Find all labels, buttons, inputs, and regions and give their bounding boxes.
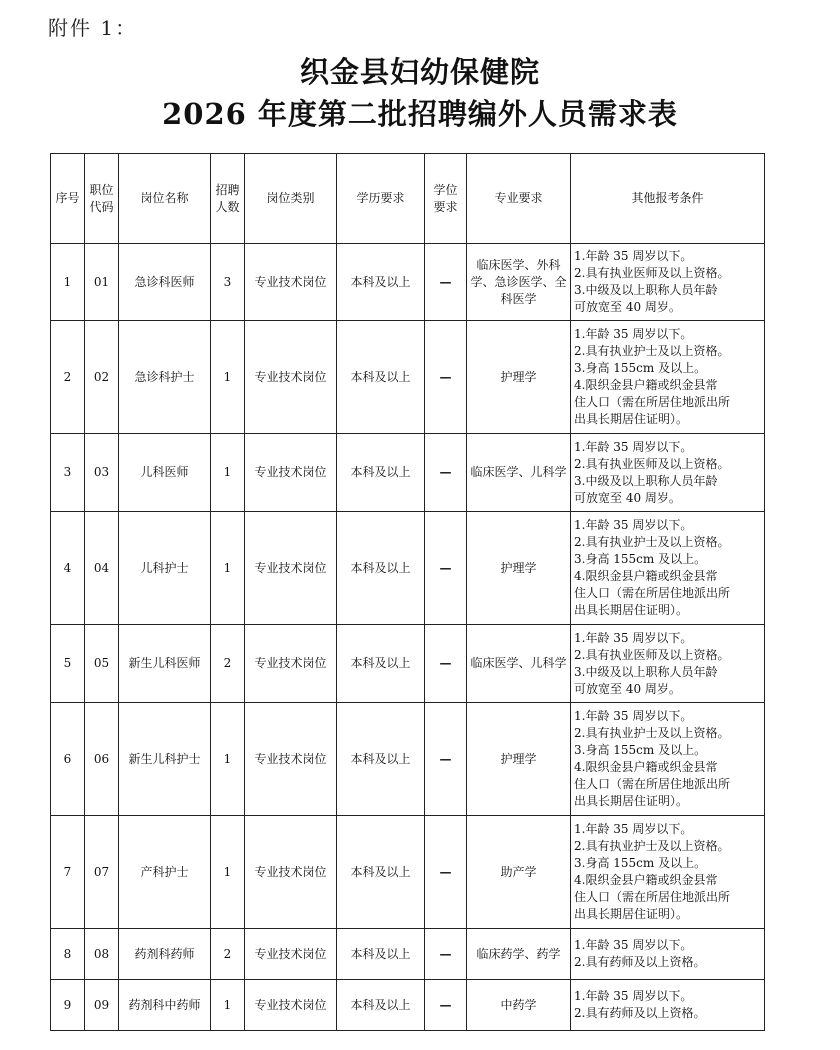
cell-code: 09	[85, 980, 119, 1031]
table-row	[51, 816, 765, 929]
attachment-label: 附件 1：	[48, 16, 138, 40]
cell-major: 临床药学、药学	[467, 929, 571, 980]
other-condition-line: 3.身高 155cm 及以上。	[574, 856, 707, 870]
cell-other	[571, 625, 765, 703]
cell-other	[571, 434, 765, 512]
cell-major: 临床医学、儿科学	[467, 625, 571, 703]
other-condition-line: 1.年龄 35 周岁以下。	[574, 709, 693, 723]
table-header-row	[51, 154, 765, 244]
cell-education: 本科及以上	[337, 625, 425, 703]
cell-count: 3	[211, 244, 245, 321]
other-condition-line: 可放宽至 40 周岁。	[574, 681, 681, 696]
cell-count: 1	[211, 321, 245, 434]
other-condition-line: 4.限织金县户籍或织金县常	[574, 569, 718, 583]
other-condition-line: 3.身高 155cm 及以上。	[574, 552, 707, 566]
cell-degree: —	[425, 244, 467, 321]
other-condition-line: 1.年龄 35 周岁以下。	[574, 249, 693, 263]
cell-education: 本科及以上	[337, 434, 425, 512]
cell-category: 专业技术岗位	[245, 929, 337, 980]
cell-education: 本科及以上	[337, 512, 425, 625]
cell-degree: —	[425, 816, 467, 929]
cell-major: 临床医学、外科学、急诊医学、全科医学	[467, 244, 571, 321]
other-condition-line: 3.身高 155cm 及以上。	[574, 361, 707, 375]
header-name: 岗位名称	[119, 154, 211, 244]
cell-major: 护理学	[467, 321, 571, 434]
cell-degree: —	[425, 512, 467, 625]
cell-seq: 1	[51, 244, 85, 321]
other-condition-line: 住人口（需在所居住地派出所	[574, 890, 731, 904]
table-row	[51, 980, 765, 1031]
other-condition-line: 2.具有药师及以上资格。	[574, 1006, 706, 1020]
other-condition-line: 住人口（需在所居住地派出所	[574, 777, 731, 791]
cell-name: 儿科护士	[119, 512, 211, 625]
cell-name: 儿科医师	[119, 434, 211, 512]
other-condition-line: 1.年龄 35 周岁以下。	[574, 327, 693, 341]
cell-other	[571, 703, 765, 816]
header-major: 专业要求	[467, 154, 571, 244]
cell-count: 1	[211, 816, 245, 929]
cell-other	[571, 512, 765, 625]
cell-name: 产科护士	[119, 816, 211, 929]
cell-code: 04	[85, 512, 119, 625]
cell-major: 临床医学、儿科学	[467, 434, 571, 512]
cell-seq: 3	[51, 434, 85, 512]
cell-code: 01	[85, 244, 119, 321]
cell-name: 急诊科护士	[119, 321, 211, 434]
cell-count: 1	[211, 512, 245, 625]
cell-name: 新生儿科护士	[119, 703, 211, 816]
table-row	[51, 703, 765, 816]
table-row	[51, 625, 765, 703]
other-condition-line: 2.具有执业护士及以上资格。	[574, 344, 730, 358]
table-row	[51, 512, 765, 625]
table-body	[51, 244, 765, 1031]
cell-category: 专业技术岗位	[245, 512, 337, 625]
cell-code: 05	[85, 625, 119, 703]
other-condition-line: 1.年龄 35 周岁以下。	[574, 518, 693, 532]
table-row	[51, 929, 765, 980]
other-condition-line: 4.限织金县户籍或织金县常	[574, 873, 718, 887]
cell-count: 1	[211, 434, 245, 512]
header-count: 招聘人数	[211, 154, 245, 244]
table-row	[51, 244, 765, 321]
cell-category: 专业技术岗位	[245, 816, 337, 929]
cell-category: 专业技术岗位	[245, 434, 337, 512]
cell-name: 新生儿科医师	[119, 625, 211, 703]
cell-category: 专业技术岗位	[245, 321, 337, 434]
other-condition-line: 1.年龄 35 周岁以下。	[574, 938, 693, 952]
document-subtitle: 2026 年度第二批招聘编外人员需求表	[162, 97, 678, 131]
cell-degree: —	[425, 625, 467, 703]
header-other: 其他报考条件	[571, 154, 765, 244]
other-condition-line: 可放宽至 40 周岁。	[574, 300, 681, 314]
cell-degree: —	[425, 434, 467, 512]
cell-major: 助产学	[467, 816, 571, 929]
cell-degree: —	[425, 980, 467, 1031]
cell-degree: —	[425, 929, 467, 980]
other-condition-line: 2.具有执业护士及以上资格。	[574, 535, 730, 549]
header-code: 职位代码	[85, 154, 119, 244]
other-condition-line: 2.具有执业医师及以上资格。	[574, 266, 730, 280]
cell-count: 1	[211, 703, 245, 816]
other-condition-line: 1.年龄 35 周岁以下。	[574, 630, 693, 645]
cell-name: 药剂科中药师	[119, 980, 211, 1031]
cell-other	[571, 929, 765, 980]
cell-other	[571, 321, 765, 434]
cell-major: 中药学	[467, 980, 571, 1031]
cell-code: 06	[85, 703, 119, 816]
other-condition-line: 出具长期居住证明）。	[574, 794, 689, 808]
other-condition-line: 住人口（需在所居住地派出所	[574, 586, 731, 600]
cell-code: 08	[85, 929, 119, 980]
cell-education: 本科及以上	[337, 929, 425, 980]
other-condition-line: 2.具有执业护士及以上资格。	[574, 839, 730, 853]
other-condition-line: 2.具有执业医师及以上资格。	[574, 456, 730, 471]
cell-name: 药剂科药师	[119, 929, 211, 980]
cell-count: 1	[211, 980, 245, 1031]
other-condition-line: 出具长期居住证明）。	[574, 907, 689, 921]
cell-seq: 4	[51, 512, 85, 625]
cell-seq: 7	[51, 816, 85, 929]
cell-code: 03	[85, 434, 119, 512]
cell-other	[571, 816, 765, 929]
requirements-table	[50, 153, 765, 1031]
other-condition-line: 住人口（需在所居住地派出所	[574, 395, 731, 409]
cell-major: 护理学	[467, 512, 571, 625]
other-condition-line: 2.具有执业护士及以上资格。	[574, 726, 730, 740]
table-row	[51, 434, 765, 512]
header-degree: 学位要求	[425, 154, 467, 244]
cell-seq: 2	[51, 321, 85, 434]
other-condition-line: 3.中级及以上职称人员年龄	[574, 473, 718, 488]
document-title: 织金县妇幼保健院	[299, 55, 540, 89]
header-seq: 序号	[51, 154, 85, 244]
cell-education: 本科及以上	[337, 816, 425, 929]
header-category: 岗位类别	[245, 154, 337, 244]
other-condition-line: 4.限织金县户籍或织金县常	[574, 378, 718, 392]
cell-seq: 9	[51, 980, 85, 1031]
cell-name: 急诊科医师	[119, 244, 211, 321]
cell-code: 02	[85, 321, 119, 434]
other-condition-line: 1.年龄 35 周岁以下。	[574, 989, 693, 1003]
cell-count: 2	[211, 625, 245, 703]
other-condition-line: 1.年龄 35 周岁以下。	[574, 439, 693, 454]
cell-education: 本科及以上	[337, 244, 425, 321]
cell-category: 专业技术岗位	[245, 244, 337, 321]
other-condition-line: 可放宽至 40 周岁。	[574, 490, 681, 505]
cell-seq: 5	[51, 625, 85, 703]
cell-category: 专业技术岗位	[245, 980, 337, 1031]
other-condition-line: 3.中级及以上职称人员年龄	[574, 283, 718, 297]
cell-degree: —	[425, 321, 467, 434]
other-condition-line: 1.年龄 35 周岁以下。	[574, 822, 693, 836]
other-condition-line: 4.限织金县户籍或织金县常	[574, 760, 718, 774]
other-condition-line: 2.具有药师及以上资格。	[574, 955, 706, 969]
other-condition-line: 2.具有执业医师及以上资格。	[574, 647, 730, 662]
other-condition-line: 3.中级及以上职称人员年龄	[574, 664, 718, 679]
cell-category: 专业技术岗位	[245, 703, 337, 816]
other-condition-line: 出具长期居住证明）。	[574, 603, 689, 617]
other-condition-line: 出具长期居住证明）。	[574, 412, 689, 426]
cell-education: 本科及以上	[337, 321, 425, 434]
table-row	[51, 321, 765, 434]
cell-code: 07	[85, 816, 119, 929]
cell-major: 护理学	[467, 703, 571, 816]
cell-seq: 8	[51, 929, 85, 980]
header-education: 学历要求	[337, 154, 425, 244]
other-condition-line: 3.身高 155cm 及以上。	[574, 743, 707, 757]
cell-other	[571, 244, 765, 321]
cell-other	[571, 980, 765, 1031]
cell-education: 本科及以上	[337, 703, 425, 816]
cell-degree: —	[425, 703, 467, 816]
cell-count: 2	[211, 929, 245, 980]
cell-category: 专业技术岗位	[245, 625, 337, 703]
cell-education: 本科及以上	[337, 980, 425, 1031]
cell-seq: 6	[51, 703, 85, 816]
